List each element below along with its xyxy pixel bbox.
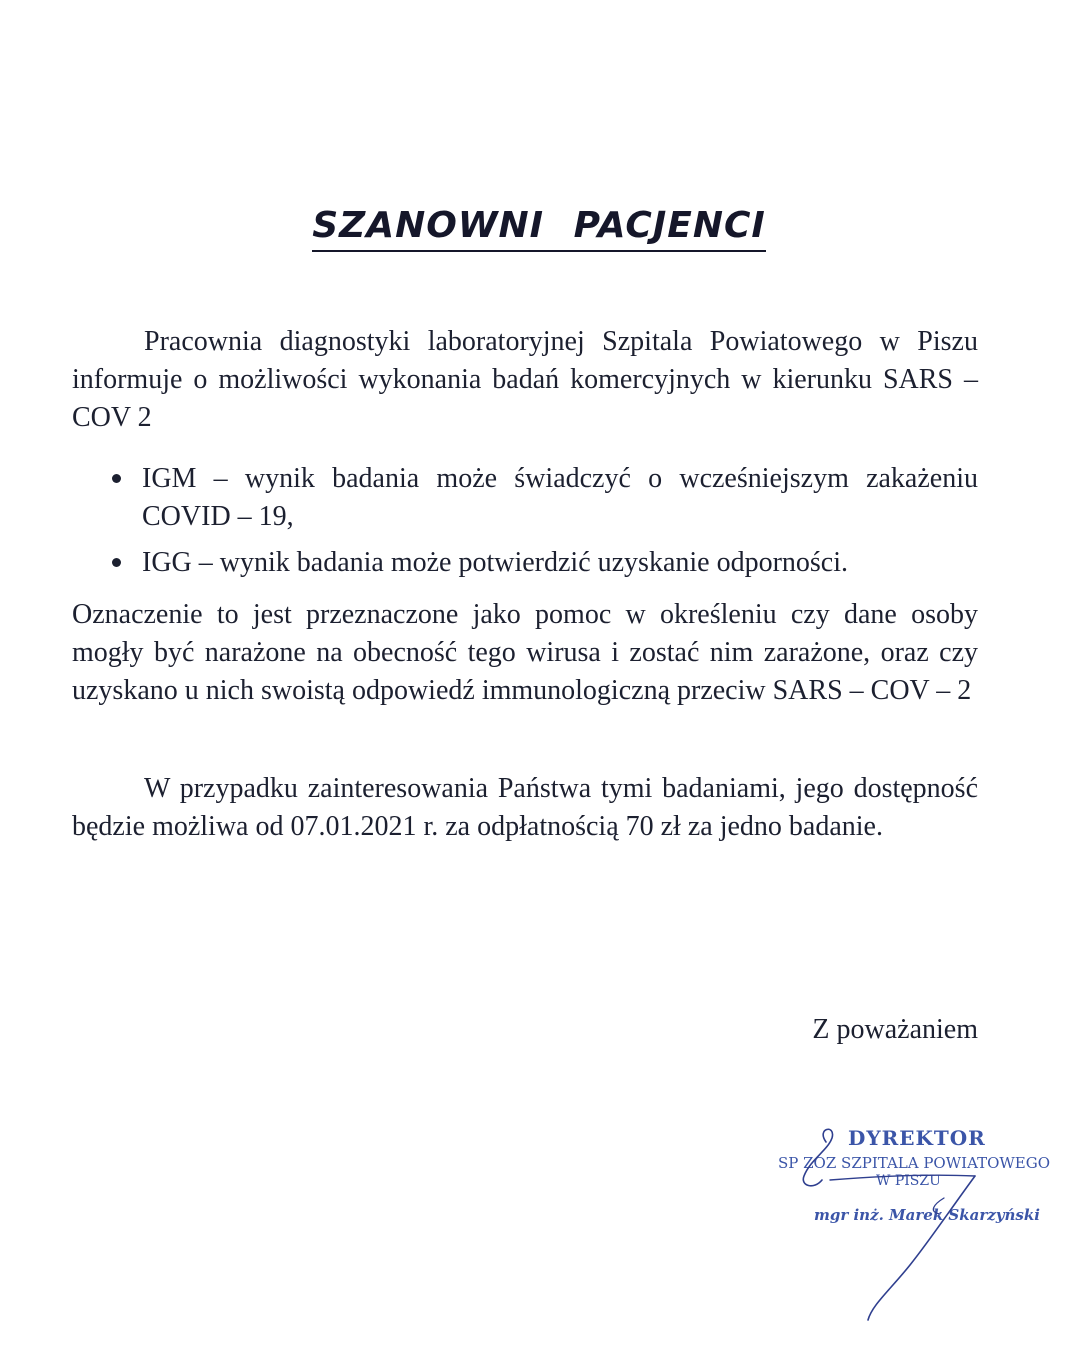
list-item-text: IGG – wynik badania może potwierdzić uzyskanie odporności. [142, 547, 849, 578]
stamp-name: mgr inż. Marek Skarzyński [814, 1206, 1040, 1224]
director-stamp [770, 1120, 1060, 1330]
tests-list [72, 460, 978, 590]
stamp-title: DYREKTOR [848, 1126, 986, 1150]
intro-paragraph-block [72, 323, 978, 437]
explanation-paragraph-block [72, 596, 978, 710]
intro-paragraph: Pracownia diagnostyki laboratoryjnej Szpitala Powiatowego w Piszu informuje o możliwości wykonania badań komercyjnych w kierunku SARS – COV 2 [72, 326, 978, 433]
availability-paragraph: W przypadku zainteresowania Państwa tymi badaniami, jego dostępność będzie możliwa od 07.01.2021 r. za odpłatnością 70 zł za jedno badanie. [72, 773, 978, 842]
notice-title-text: SZANOWNI PACJENCI [312, 205, 766, 252]
bullet-icon [112, 474, 121, 483]
notice-title [0, 205, 1078, 252]
explanation-paragraph: Oznaczenie to jest przeznaczone jako pomoc w określeniu czy dane osoby mogły być narażone na obecność tego wirusa i zostać nim zarażone, oraz czy uzyskano u nich swoistą odpowiedź immunologiczną przeciw SARS – COV – 2 [72, 599, 978, 706]
list-item-text: IGM – wynik badania może świadczyć o wcześniejszym zakażeniu COVID – 19, [142, 463, 978, 532]
closing-salutation: Z poważaniem [812, 1014, 978, 1045]
stamp-organization: SP ZOZ SZPITALA POWIATOWEGO [778, 1154, 1051, 1172]
handwritten-signature [770, 1120, 1060, 1330]
availability-paragraph-block [72, 770, 978, 846]
list-item [72, 544, 978, 582]
stamp-city: W PISZU [876, 1173, 941, 1189]
bullet-icon [112, 558, 121, 567]
list-item [72, 460, 978, 536]
